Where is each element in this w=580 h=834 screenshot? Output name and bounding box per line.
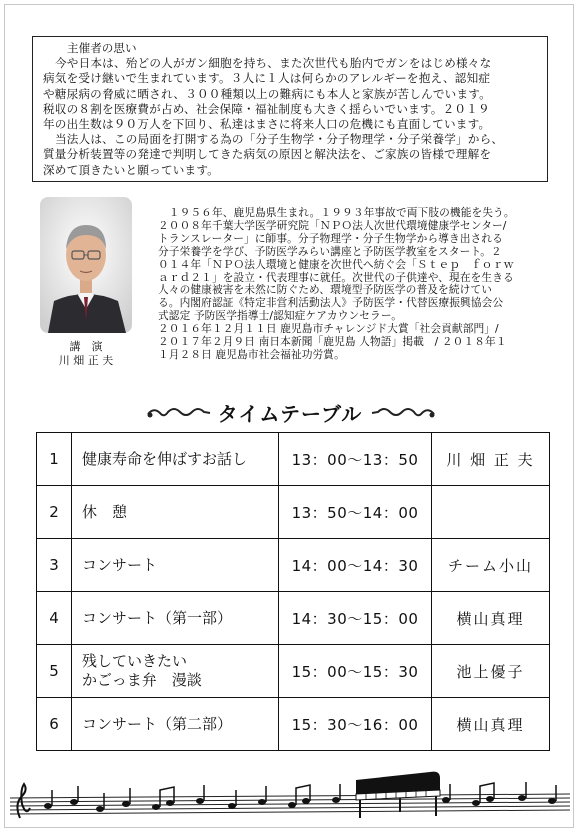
speaker-caption [40, 340, 132, 368]
table-row [37, 592, 550, 645]
performer-cell: 横山真理 [432, 592, 550, 645]
time-cell: 15：00～15：30 [279, 645, 432, 698]
treble-clef-icon [17, 784, 30, 818]
table-row [37, 539, 550, 592]
speaker-bio: １９５６年、鹿児島県生まれ。１９９３年事故で両下肢の機能を失う。 ２００８年千葉大学医学研究院「ＮＰＯ法人次世代環境健康学センター/ トランスレーター」に師事。分子物理学・分子生物学から導き出される 分子栄養学を学び、予防医学みらい講座と予防医学教室をスタート。２ ０１４年「ＮＰＯ法人環境と健康を次世代へ紡ぐ会「Ｓｔｅｐ ｆｏｒｗ ａｒｄ２１」を設立・代表理事に就任。次世代の子供達や、現在を生きる 人々の健康被害を未然に防ぐため、環境型予防医学の普及を続けてい る。内閣府認証《特定非営利活動法人》予防医学・代替医療振興協会公 式認定 予防医学指導士/認知症ケアカウンセラー。 ２０１６年１２月１１日 鹿児島市チャレンジド大賞「社会貢献部門」/ ２０１７年２月９日 南日本新聞「鹿児島 人物語」掲載 / ２０１８年１ １月２８日 鹿児島市社会福祉功労賞。 [158, 206, 515, 361]
timetable-title: タイムテーブル [217, 402, 363, 426]
table-row [37, 645, 550, 698]
program-cell: 休 憩 [72, 486, 279, 539]
timetable-heading [140, 396, 440, 428]
performer-cell [432, 486, 550, 539]
speaker-photo [40, 197, 132, 333]
performer-cell: 横山真理 [432, 698, 550, 751]
program-cell: コンサート（第二部） [72, 698, 279, 751]
right-ornament-icon [370, 406, 436, 420]
performer-cell: 川 畑 正 夫 [432, 433, 550, 486]
row-number: 3 [37, 539, 72, 592]
message-title: 主催者の思い [67, 41, 137, 55]
organizer-message-box [32, 36, 548, 182]
time-cell: 15：30～16：00 [279, 698, 432, 751]
time-cell: 14：00～14：30 [279, 539, 432, 592]
table-row [37, 698, 550, 751]
table-row [37, 433, 550, 486]
message-paragraph-1: 今や日本は、殆どの人がガン細胞を持ち、また次世代も胎内でガンをはじめ様々な 病気を受け継いで生まれています。３人に１人は何らかのアレルギーを抱え、認知症 や糖尿病の脅威に晒され、３００種類以上の難病にも本人と家族が苦しんでいます。 税収の８割を医療費が占め、社会保障・福祉制度も大きく揺らいでいます。２０１９ 年の出生数は９０万人を下回り、私達はまさに将来人口の危機にも直面しています。 [43, 56, 492, 132]
performer-cell: チーム小山 [432, 539, 550, 592]
music-staff-decoration [0, 760, 580, 820]
row-number: 6 [37, 698, 72, 751]
table-row [37, 486, 550, 539]
time-cell: 13：00～13：50 [279, 433, 432, 486]
program-cell: コンサート [72, 539, 279, 592]
speaker-role: 講 演 [69, 340, 103, 353]
timetable [36, 432, 550, 751]
time-cell: 13：50～14：00 [279, 486, 432, 539]
row-number: 1 [37, 433, 72, 486]
row-number: 2 [37, 486, 72, 539]
speaker-name: 川 畑 正 夫 [58, 354, 114, 367]
message-paragraph-2: 当法人は、この局面を打開する為の「分子生物学・分子物理学・分子栄養学」から、 質量分析装置等の発達で判明してきた病気の原因と解決法を、ご家族の皆様で理解を 深めて頂きたいと願っています。 [43, 132, 504, 177]
row-number: 5 [37, 645, 72, 698]
row-number: 4 [37, 592, 72, 645]
program-cell: 健康寿命を伸ばすお話し [72, 433, 279, 486]
performer-cell: 池上優子 [432, 645, 550, 698]
time-cell: 14：30～15：00 [279, 592, 432, 645]
program-cell: コンサート（第一部） [72, 592, 279, 645]
program-cell: 残していきたい かごっま弁 漫談 [72, 645, 279, 698]
